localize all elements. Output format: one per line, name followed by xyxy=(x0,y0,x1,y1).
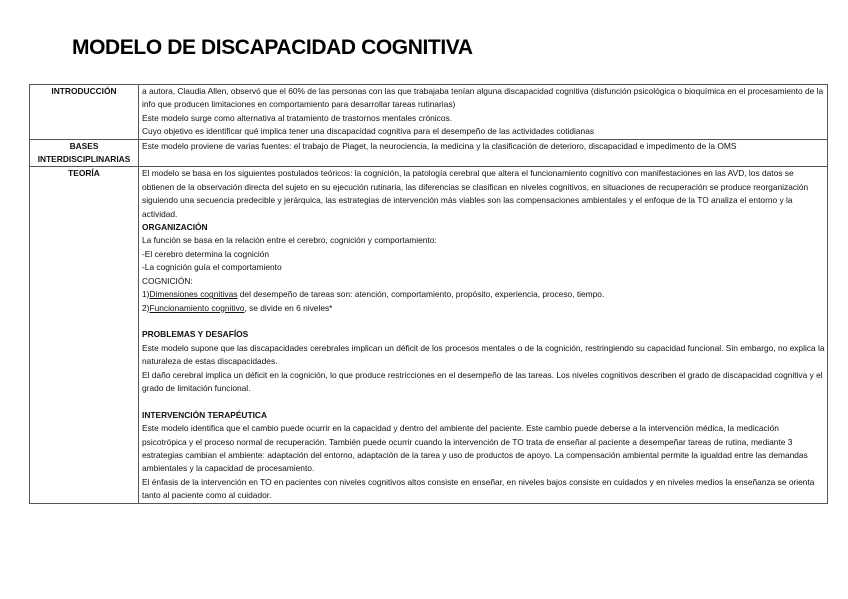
model-table xyxy=(29,84,828,504)
paragraph: El énfasis de la intervención en TO en pacientes con niveles cognitivos altos consiste en enseñar, en niveles bajos consiste en cuidados y en niveles medios la enseñanza se orienta tanto al paciente como al cuidador. xyxy=(142,476,815,501)
paragraph: Cuyo objetivo es identificar qué implica tener una discapacidad cognitiva para el desempeño de las actividades cotidianas xyxy=(142,126,595,137)
paragraph: Este modelo surge como alternativa al tratamiento de trastornos mentales crónicos. xyxy=(142,112,453,123)
row-label-teoria: TEORÍA xyxy=(30,167,139,503)
list-item: -La cognición guía el comportamiento xyxy=(142,262,282,273)
list-text: , se divide en 6 niveles* xyxy=(244,302,333,313)
list-item: -El cerebro determina la cognición xyxy=(142,248,270,259)
underlined-term: Funcionamiento cognitivo xyxy=(149,302,245,313)
row-content-introduccion xyxy=(139,85,828,140)
list-number: 1) xyxy=(142,289,150,300)
list-item xyxy=(142,288,825,301)
paragraph: Este modelo proviene de varias fuentes: el trabajo de Piaget, la neurociencia, la medicina y la clasificación de deterioro, discapacidad e impedimento de la OMS xyxy=(142,140,737,151)
page-title: MODELO DE DISCAPACIDAD COGNITIVA xyxy=(72,36,473,59)
section-heading-cognicion: COGNICIÓN: xyxy=(142,275,193,286)
paragraph: El daño cerebral implica un déficit en la cognición, lo que produce restricciones en el desempeño de las tareas. Los niveles cognitivos describen el grado de discapacidad cognitiva y el grado de limitación funcional. xyxy=(142,369,823,393)
section-heading-problemas: PROBLEMAS Y DESAFÍOS xyxy=(142,329,249,340)
spacer xyxy=(142,315,825,328)
row-content-teoria xyxy=(139,167,828,503)
paragraph: El modelo se basa en los siguientes postulados teóricos: la cognición, la patología cerebral que altera el funcionamiento cognitivo con manifestaciones en las AVD, los datos se obtienen de la observación directa del sujeto en su ejecución rutinaria, las diferencias se clasifican en niveles cognitivos, en situaciones de recuperación se produce reorganización siguiendo una secuencia predecible y jerárquica, las estrategias de intervención más viables son las compensaciones ambientales y el enfoque de la TO analiza el entorno y la actividad. xyxy=(142,168,809,219)
spacer xyxy=(142,395,825,408)
list-number: 2) xyxy=(142,302,150,313)
list-text: del desempeño de tareas son: atención, comportamiento, propósito, experiencia, proceso, tiempo. xyxy=(237,289,605,300)
row-label-bases: BASES INTERDISCIPLINARIAS xyxy=(30,139,139,167)
paragraph: a autora, Claudia Allen, observó que el 60% de las personas con las que trabajaba tenían alguna discapacidad cognitiva (disfunción psicológica o bioquímica en el procesamiento de la info que producen limitaciones en comportamiento para desarrollar tareas rutinarias) xyxy=(142,86,824,110)
row-content-bases xyxy=(139,139,828,167)
table-row-teoria xyxy=(30,167,828,503)
row-label-introduccion: INTRODUCCIÓN xyxy=(30,85,139,140)
underlined-term: Dimensiones cognitivas xyxy=(149,289,238,300)
section-heading-organizacion: ORGANIZACIÓN xyxy=(142,222,208,233)
paragraph: Este modelo identifica que el cambio puede ocurrir en la capacidad y dentro del ambiente del paciente. Este cambio puede deberse a la intervención médica, la medicación psicotrópica y el proceso normal de recuperación. También puede ocurrir cuando la intervención de TO trata de enseñar al paciente a desempeñar tareas de rutina, mediante 3 estrategias cambian el ambiente: adaptación del entorno, adaptación de la tarea y uso de productos de apoyo. La compensación ambiental permite la igualdad entre las demandas ambientales y la capacidad de procesamiento. xyxy=(142,423,808,474)
list-item xyxy=(142,302,825,315)
paragraph: La función se basa en la relación entre el cerebro, cognición y comportamiento: xyxy=(142,235,437,246)
table-row-bases xyxy=(30,139,828,167)
table-row-introduccion xyxy=(30,85,828,140)
paragraph: Este modelo supone que las discapacidades cerebrales implican un déficit de los procesos mentales o de la cognición, restringiendo su capacidad funcional. Sin embargo, no explica la naturaleza de estas discapacidades. xyxy=(142,342,825,367)
section-heading-intervencion: INTERVENCIÓN TERAPÉUTICA xyxy=(142,409,268,420)
